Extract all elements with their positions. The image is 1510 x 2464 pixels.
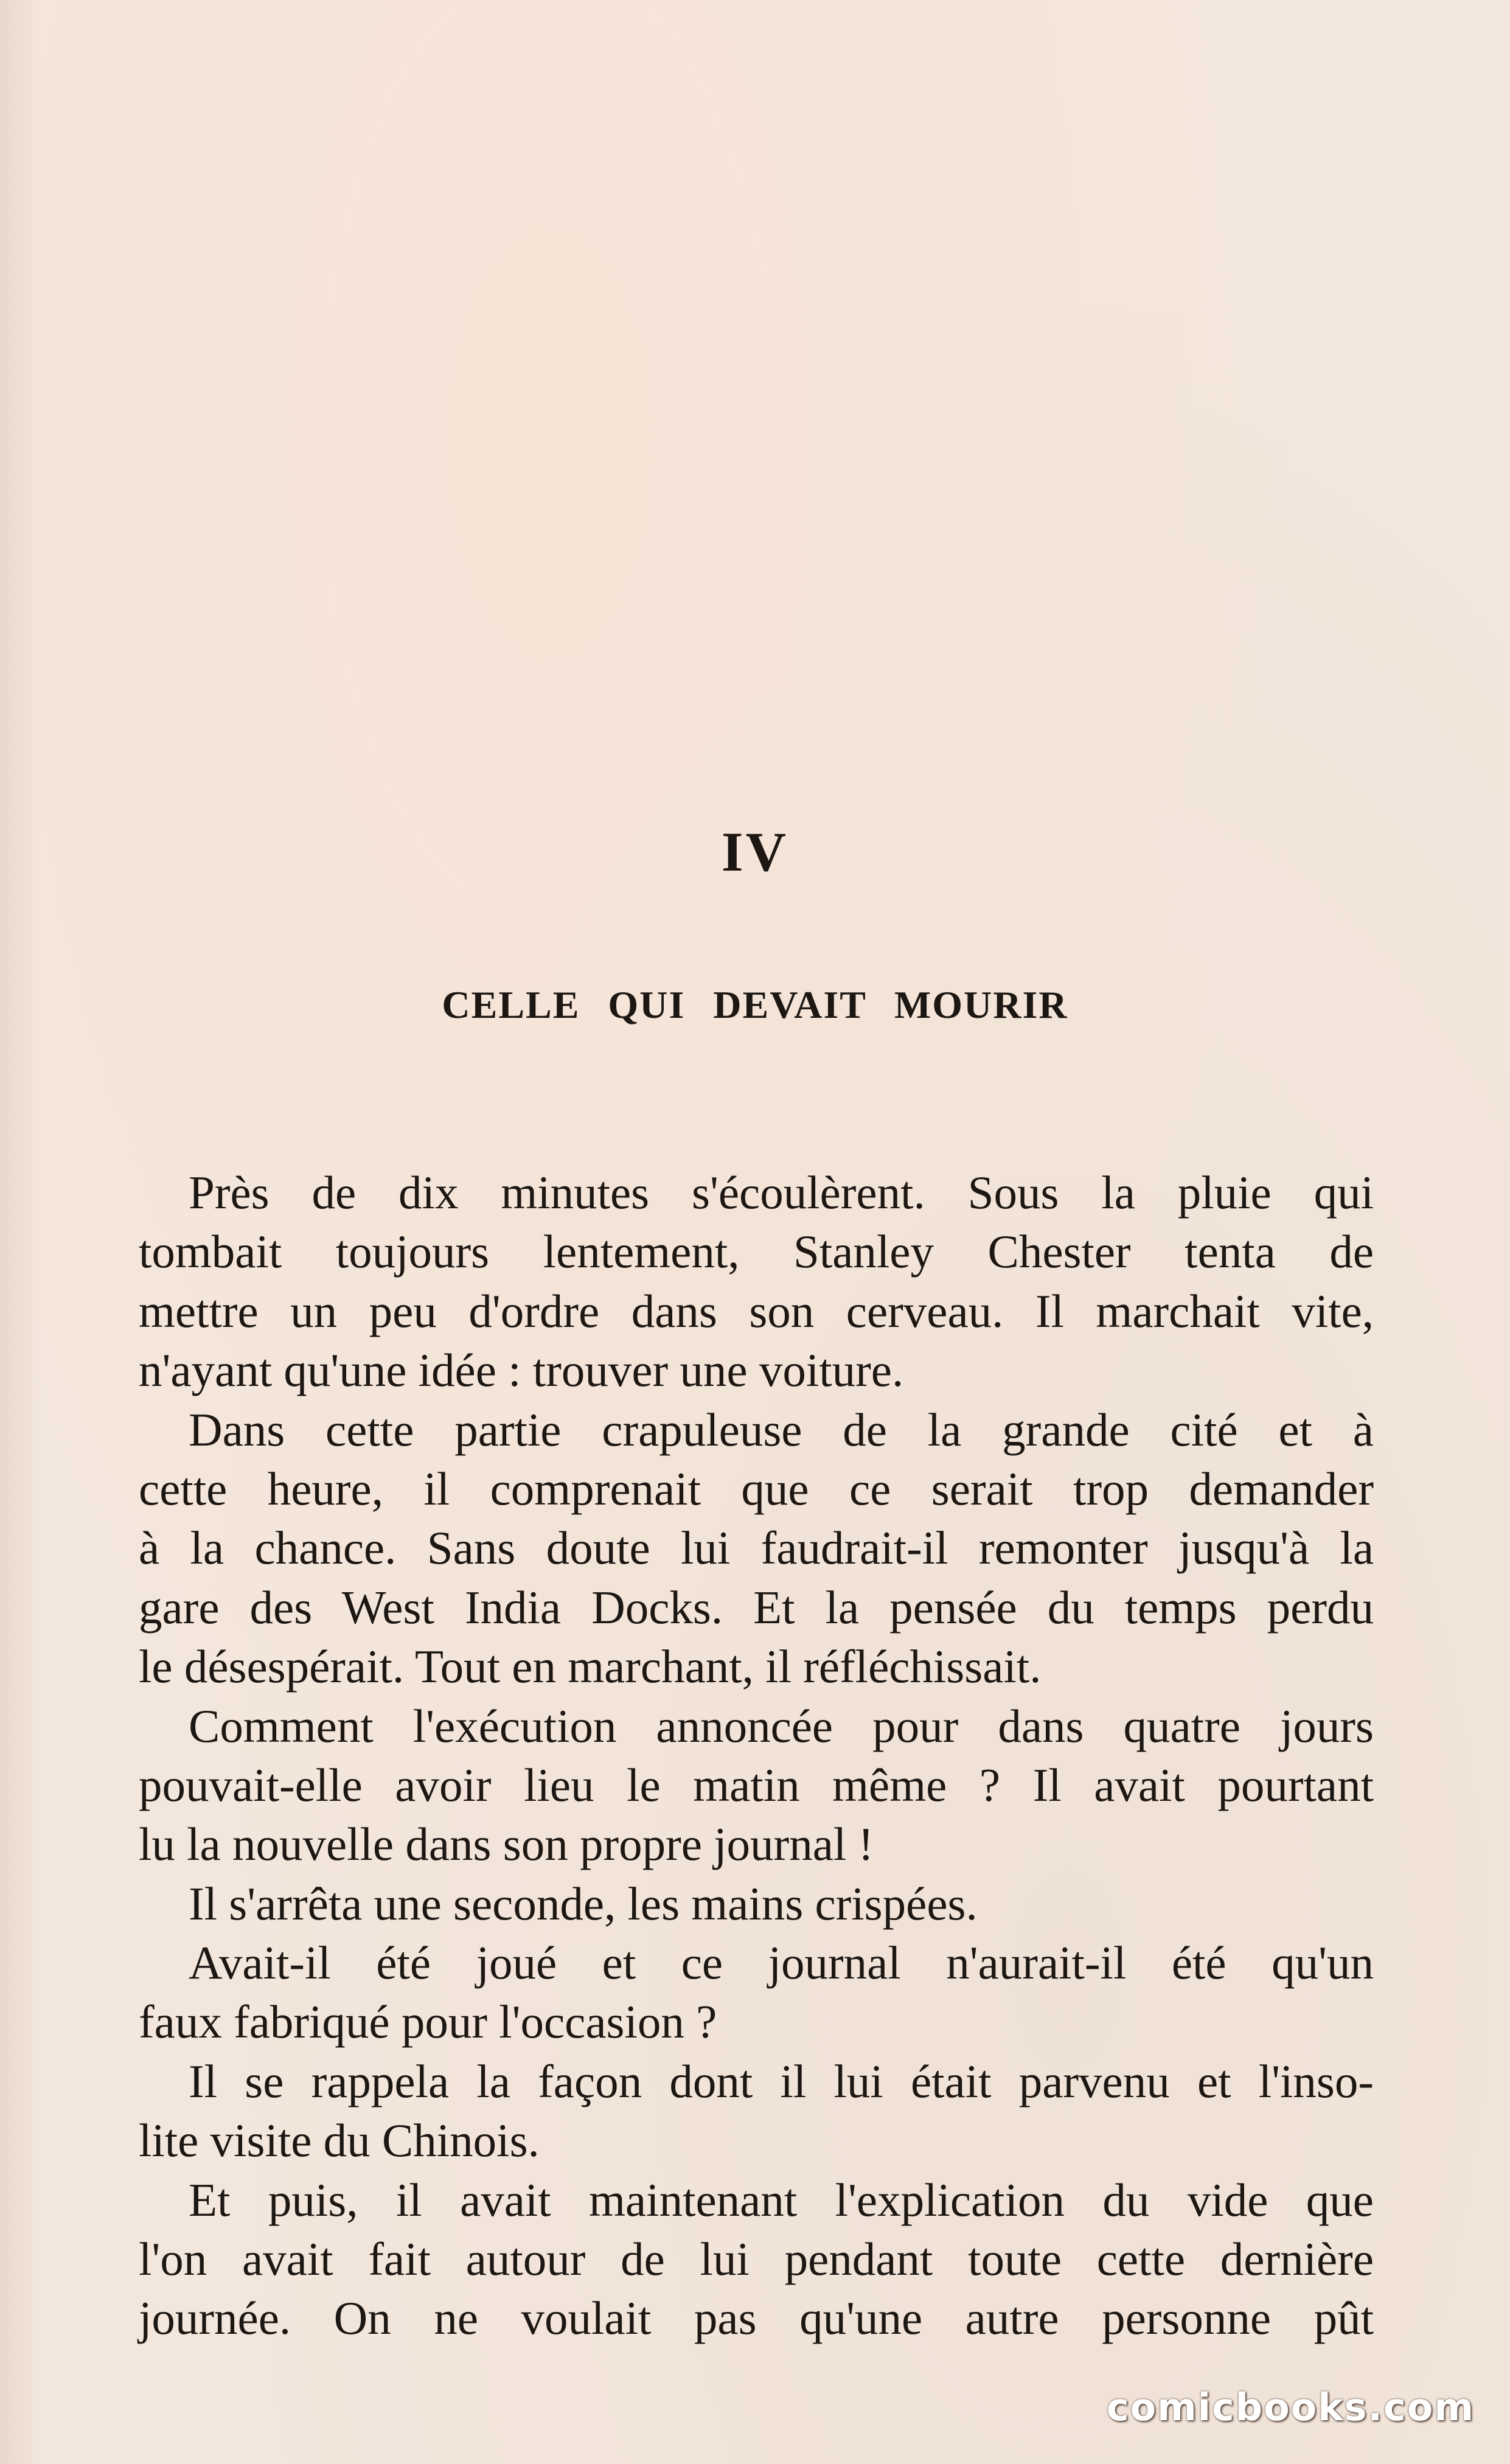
text-line: journée. On ne voulait pas qu'une autre personne pût (139, 2292, 1374, 2345)
paragraph (139, 1933, 1374, 2052)
paragraph (139, 1874, 1374, 1933)
text-line: lu la nouvelle dans son propre journal ! (139, 1818, 874, 1871)
page-edge (0, 0, 33, 2464)
text-line: cette heure, il comprenait que ce serait trop demander (139, 1462, 1374, 1515)
watermark-logo: comicbooks.com (1106, 2385, 1475, 2429)
paragraph (139, 1697, 1374, 1874)
text-line: Dans cette partie crapuleuse de la grande cité et à (189, 1403, 1374, 1456)
text-line: mettre un peu d'ordre dans son cerveau. Il marchait vite, (139, 1284, 1374, 1337)
text-line: tombait toujours lentement, Stanley Chester tenta de (139, 1225, 1374, 1278)
text-line: l'on avait fait autour de lui pendant toute cette dernière (139, 2233, 1374, 2286)
text-line: Près de dix minutes s'écoulèrent. Sous la pluie qui (189, 1166, 1374, 1219)
text-line: n'ayant qu'une idée : trouver une voiture. (139, 1344, 904, 1397)
text-line: Comment l'exécution annoncée pour dans quatre jours (189, 1699, 1374, 1752)
chapter-number: IV (721, 821, 789, 883)
text-line: Il se rappela la façon dont il lui était parvenu et l'inso- (189, 2055, 1374, 2107)
paragraph (139, 2052, 1374, 2171)
text-line: faux fabriqué pour l'occasion ? (139, 1996, 717, 2048)
text-line: lite visite du Chinois. (139, 2114, 540, 2167)
text-line: Et puis, il avait maintenant l'explication du vide que (189, 2173, 1374, 2226)
text-line: à la chance. Sans doute lui faudrait-il remonter jusqu'à la (139, 1522, 1374, 1575)
chapter-title: CELLE QUI DEVAIT MOURIR (442, 983, 1068, 1026)
chapter-body-text (139, 1163, 1374, 2348)
paragraph (139, 2171, 1374, 2348)
text-line: gare des West India Docks. Et la pensée du temps perdu (139, 1581, 1374, 1634)
text-line: le désespérait. Tout en marchant, il réfléchissait. (139, 1640, 1042, 1693)
paragraph (139, 1401, 1374, 1697)
text-line: Avait-il été joué et ce journal n'aurait-il été qu'un (189, 1937, 1374, 1989)
paragraph (139, 1163, 1374, 1401)
text-line: pouvait-elle avoir lieu le matin même ? Il avait pourtant (139, 1758, 1374, 1811)
text-line: Il s'arrêta une seconde, les mains crispées. (189, 1877, 978, 1930)
